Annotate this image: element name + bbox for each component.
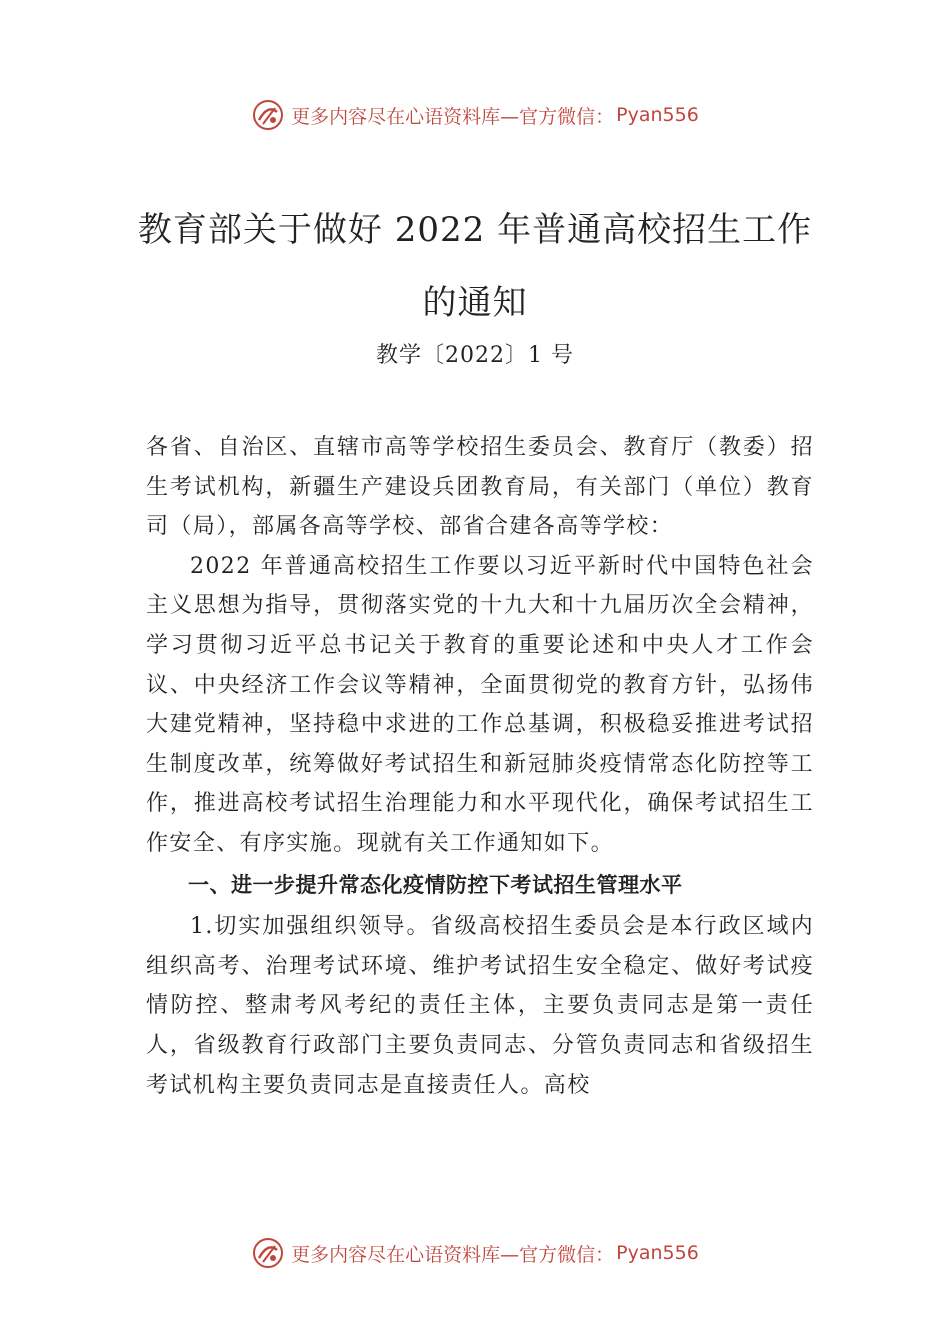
watermark-logo-icon: [251, 1236, 285, 1270]
watermark-text: 更多内容尽在心语资料库—官方微信：: [291, 105, 615, 128]
document-body: [146, 428, 814, 1105]
intro-paragraph: 2022 年普通高校招生工作要以习近平新时代中国特色社会主义思想为指导，贯彻落实党的十九大和十九届历次全会精神，学习贯彻习近平总书记关于教育的重要论述和中央人才工作会议、中央经济工作会议等精神，全面贯彻党的教育方针，弘扬伟大建党精神，坚持稳中求进的工作总基调，积极稳妥推进考试招生制度改革，统筹做好考试招生和新冠肺炎疫情常态化防控等工作，推进高校考试招生治理能力和水平现代化，确保考试招生工作安全、有序实施。现就有关工作通知如下。: [146, 553, 814, 856]
document-number: 教学〔2022〕1 号: [376, 343, 574, 368]
watermark-logo-icon: [251, 98, 285, 132]
section-heading-1: 一、进一步提升常态化疫情防控下考试招生管理水平: [188, 872, 683, 897]
watermark-text: 更多内容尽在心语资料库—官方微信：: [291, 1243, 615, 1266]
watermark-footer: [0, 1233, 950, 1273]
watermark-account: Pyan556: [616, 1242, 699, 1264]
watermark-header: [0, 95, 950, 135]
item-1-paragraph: 1.切实加强组织领导。省级高校招生委员会是本行政区域内组织高考、治理考试环境、维护考试招生安全稳定、做好考试疫情防控、整肃考风考纪的责任主体，主要负责同志是第一责任人，省级教育行政部门主要负责同志、分管负责同志和省级招生考试机构主要负责同志是直接责任人。高校: [146, 914, 814, 1098]
addressee: 各省、自治区、直辖市高等学校招生委员会、教育厅（教委）招生考试机构，新疆生产建设兵团教育局，有关部门（单位）教育司（局），部属各高等学校、部省合建各高等学校：: [146, 435, 814, 540]
document-title-line-1: 教育部关于做好 2022 年普通高校招生工作: [137, 210, 813, 250]
watermark-account: Pyan556: [616, 104, 699, 126]
document-title-line-2: 的通知: [422, 283, 528, 323]
